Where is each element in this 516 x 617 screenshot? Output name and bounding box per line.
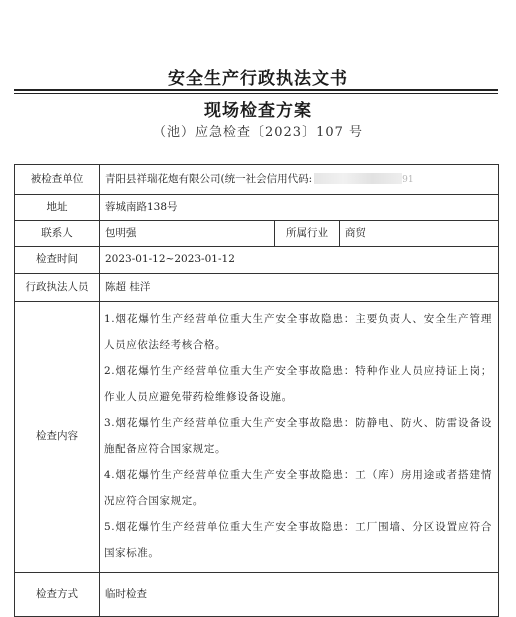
redaction-block: [314, 173, 402, 184]
address-label: 地址: [15, 195, 100, 221]
time-value: 2023-01-12~2023-01-12: [100, 247, 499, 274]
officers-label: 行政执法人员: [15, 274, 100, 302]
contact-label: 联系人: [15, 221, 100, 247]
row-contact: [15, 221, 499, 247]
unit-label: 被检查单位: [15, 165, 100, 195]
plan-title: 现场检查方案: [204, 101, 312, 121]
row-time: [15, 247, 499, 274]
content-item-1: 1.烟花爆竹生产经营单位重大生产安全事故隐患：主要负责人、安全生产管理人员应依法经考核合格。: [104, 313, 492, 351]
row-content: [15, 302, 499, 573]
unit-value-cell: [100, 165, 499, 195]
row-unit: [15, 165, 499, 195]
unit-value: 青阳县祥瑞花炮有限公司(统一社会信用代码:: [105, 172, 313, 185]
officers-value: 陈超 桂洋: [100, 274, 499, 302]
contact-value: 包明强: [100, 221, 275, 247]
title-divider-thin: [14, 93, 498, 94]
redacted-tail: 91: [402, 174, 414, 185]
document-number: （池）应急检查〔2023〕107 号: [152, 125, 364, 140]
content-item-3: 3.烟花爆竹生产经营单位重大生产安全事故隐患：防静电、防火、防雷设备设施配备应符合国家规定。: [104, 417, 492, 455]
industry-label: 所属行业: [275, 221, 340, 247]
content-item-2: 2.烟花爆竹生产经营单位重大生产安全事故隐患：特种作业人员应持证上岗；作业人员应避免带药检维修设备设施。: [104, 365, 492, 403]
content-item-5: 5.烟花爆竹生产经营单位重大生产安全事故隐患：工厂围墙、分区设置应符合国家标准。: [104, 521, 492, 559]
inspection-form-table: [14, 164, 499, 617]
time-label: 检查时间: [15, 247, 100, 274]
title-divider-thick: [14, 89, 498, 91]
method-value: 临时检查: [100, 573, 499, 617]
method-label: 检查方式: [15, 573, 100, 617]
content-label: 检查内容: [15, 302, 100, 573]
row-officers: [15, 274, 499, 302]
content-item-4: 4.烟花爆竹生产经营单位重大生产安全事故隐患：工（库）房用途或者搭建情况应符合国家规定。: [104, 469, 492, 507]
row-address: [15, 195, 499, 221]
content-items: [100, 302, 499, 573]
industry-value: 商贸: [340, 221, 499, 247]
address-value: 蓉城南路138号: [100, 195, 499, 221]
document-type-title: 安全生产行政执法文书: [168, 69, 348, 89]
